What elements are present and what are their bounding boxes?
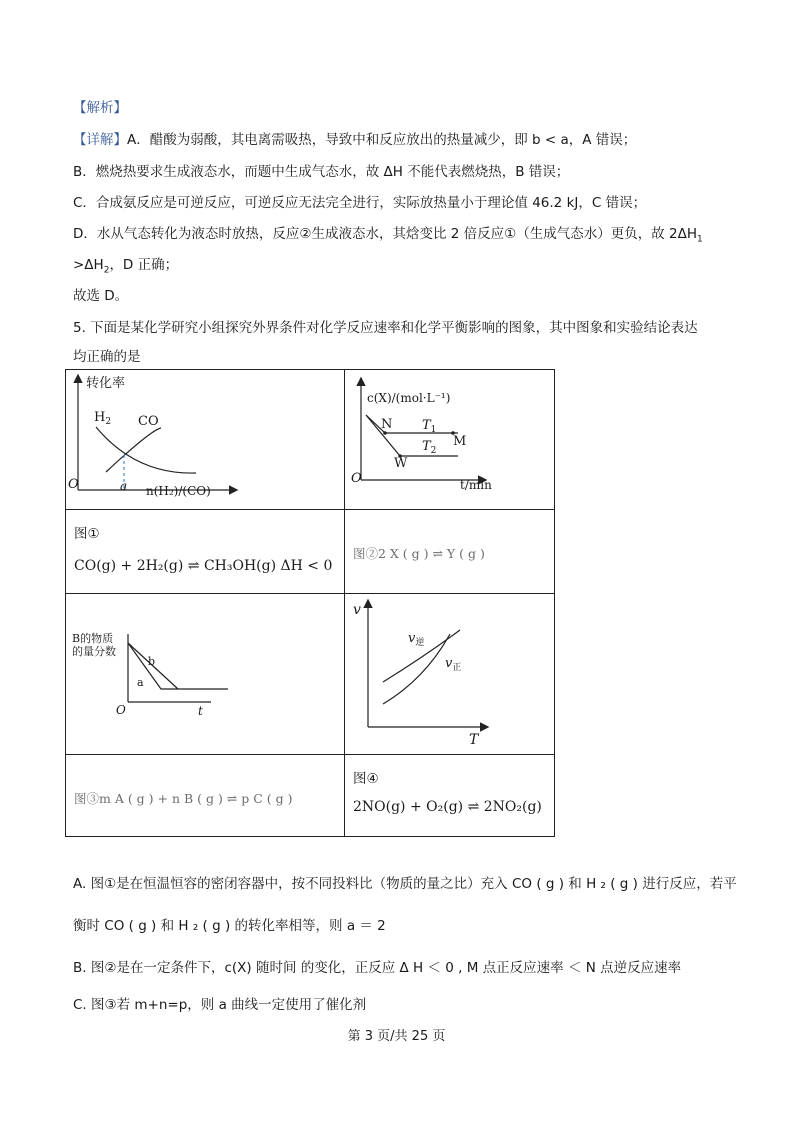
fig3-cell — [66, 594, 345, 755]
fig1-curve-h2 — [96, 427, 196, 473]
fig3-origin: O — [116, 703, 126, 717]
fig1-caption: 图① — [74, 526, 100, 542]
question-stem-1: 5. 下面是某化学研究小组探究外界条件对化学反应速率和化学平衡影响的图象，其中图象和实验结论表达 — [73, 320, 698, 336]
fig4-equation: 2NO(g) + O₂(g) ⇌ 2NO₂(g) — [353, 799, 542, 815]
line-d2-sub: 2 — [103, 265, 110, 276]
fig4-caption: 图④ — [353, 771, 379, 787]
fig4-xlabel: T — [469, 732, 479, 748]
fig2-graph — [345, 370, 554, 505]
line-d2-rest: ，D 正确； — [109, 257, 179, 273]
option-b: B. 图②是在一定条件下，c(X) 随时间 的变化，正反应 Δ H ＜ 0 , M 点正反应速率 ＜ N 点逆反应速率 — [73, 960, 682, 976]
fig1-label-co: CO — [138, 414, 159, 429]
figure-table — [65, 369, 555, 837]
fig4-caption-cell — [345, 755, 555, 837]
fig4-graph — [345, 594, 554, 750]
fig1-cell — [66, 370, 345, 510]
fig3-caption-cell — [66, 755, 345, 837]
page-footer: 第 3 页/共 25 页 — [347, 1029, 446, 1044]
fig1-curve-co — [106, 428, 161, 472]
fig1-x-mark: a — [120, 479, 128, 493]
fig1-ylabel: 转化率 — [86, 376, 126, 391]
fig1-xlabel: n(H₂)/(CO) — [146, 484, 211, 498]
line-d1-sub: 1 — [697, 234, 703, 245]
fig4-label-fwd: $v_正$ — [445, 656, 462, 673]
fig3-ylabel-2: 的量分数 — [72, 645, 116, 658]
fig4-cell — [345, 594, 555, 755]
fig3-caption: 图③m A ( g ) + n B ( g ) ⇌ p C ( g ) — [74, 791, 293, 806]
fig3-graph — [66, 594, 344, 750]
fig2-label-t1: $T_1$ — [422, 418, 437, 435]
analysis-line-d2 — [73, 253, 178, 276]
fig2-label-n: N — [381, 417, 393, 432]
fig2-cell — [345, 370, 555, 510]
detail-tag: 【详解】 — [73, 132, 127, 148]
line-d2-prefix: >ΔH — [73, 257, 104, 273]
analysis-line-b: B．燃烧热要求生成液态水，而题中生成气态水，故 ΔH 不能代表燃烧热，B 错误； — [73, 164, 570, 180]
option-c: C. 图③若 m+n=p，则 a 曲线一定使用了催化剂 — [73, 997, 367, 1013]
fig2-label-w: W — [394, 456, 408, 471]
detail-text-a: A．醋酸为弱酸，其电离需吸热，导致中和反应放出的热量减少，即 b < a，A 错误； — [127, 132, 637, 148]
option-a-line-1: A. 图①是在恒温恒容的密闭容器中，按不同投料比（物质的量之比）充入 CO ( g ) 和 H ₂ ( g ) 进行反应，若平 — [73, 876, 737, 892]
option-a-line-2: 衡时 CO ( g ) 和 H ₂ ( g ) 的转化率相等，则 a ＝ 2 — [73, 918, 386, 934]
fig2-origin: O — [351, 471, 362, 486]
fig2-caption: 图②2 X ( g ) ⇌ Y ( g ) — [353, 546, 485, 561]
fig2-label-t2: $T_2$ — [422, 439, 437, 456]
fig1-graph — [66, 370, 344, 505]
line-d1-text: D．水从气态转化为液态时放热，反应②生成液态水，其焓变比 2 倍反应①（生成气态水）更负，故 2ΔH — [73, 226, 698, 242]
fig2-line-t1 — [366, 415, 458, 433]
fig2-line-t2 — [366, 415, 458, 456]
fig1-caption-cell — [66, 510, 345, 594]
fig1-label-h2: $H_2$ — [94, 410, 112, 427]
analysis-tag: 【解析】 — [73, 100, 127, 116]
fig3-label-a: a — [137, 676, 144, 689]
fig3-xlabel: t — [198, 704, 203, 718]
analysis-conclusion: 故选 D。 — [73, 288, 129, 304]
fig1-equation: CO(g) + 2H₂(g) ⇌ CH₃OH(g) ΔH < 0 — [74, 558, 333, 574]
analysis-line-d1 — [73, 222, 703, 245]
fig4-ylabel: v — [353, 602, 361, 618]
question-stem-2: 均正确的是 — [73, 349, 141, 365]
fig3-ylabel-1: B的物质 — [72, 632, 114, 645]
fig3-label-b: b — [148, 655, 156, 668]
fig2-ylabel: c(X)/(mol·L⁻¹) — [367, 391, 451, 405]
fig2-label-m: M — [453, 434, 467, 449]
fig2-caption-cell — [345, 510, 555, 594]
fig2-xlabel: t/min — [460, 478, 492, 492]
fig4-label-rev: $v_逆$ — [408, 631, 425, 648]
analysis-line-c: C．合成氨反应是可逆反应，可逆反应无法完全进行，实际放热量小于理论值 46.2 kJ，C 错误； — [73, 195, 647, 211]
analysis-line-a — [73, 128, 636, 148]
fig1-origin: O — [68, 477, 79, 492]
